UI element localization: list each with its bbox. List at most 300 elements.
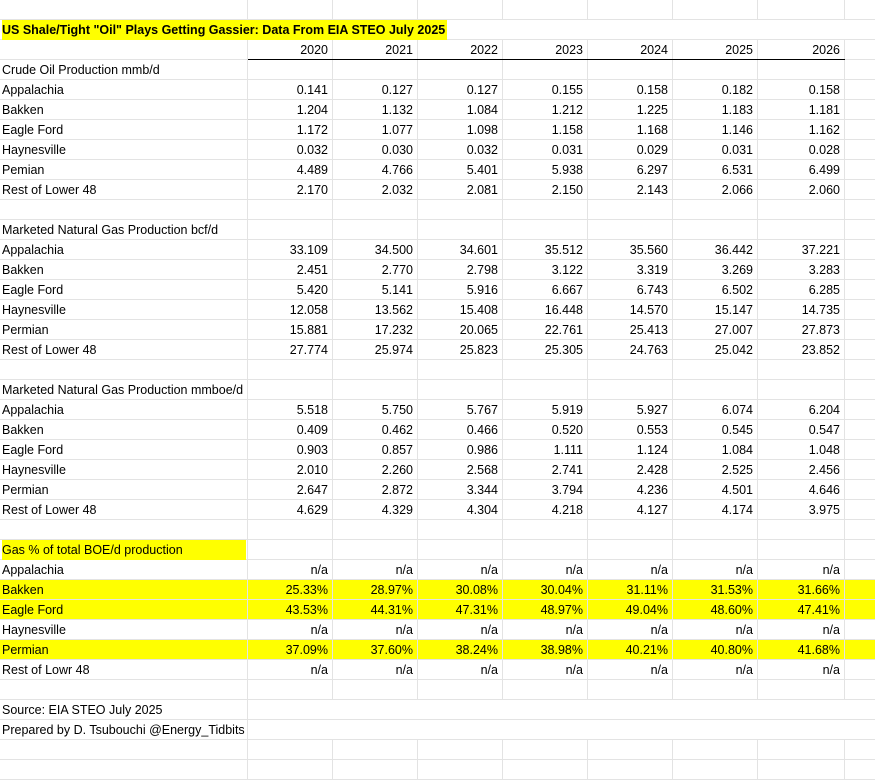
empty-cell[interactable] (758, 540, 845, 560)
row-label[interactable]: Bakken (0, 420, 248, 440)
value-cell[interactable]: 1.146 (673, 120, 758, 140)
empty-cell[interactable] (758, 0, 845, 20)
empty-cell[interactable] (673, 380, 758, 400)
empty-cell[interactable] (503, 740, 588, 760)
empty-cell[interactable] (845, 480, 875, 500)
row-label[interactable]: Rest of Lowr 48 (0, 660, 248, 680)
value-cell[interactable]: 15.147 (673, 300, 758, 320)
value-cell[interactable]: 2.081 (418, 180, 503, 200)
value-cell[interactable]: 47.41% (758, 600, 845, 620)
value-cell[interactable]: 2.150 (503, 180, 588, 200)
value-cell[interactable]: 1.168 (588, 120, 673, 140)
empty-cell[interactable] (0, 200, 248, 220)
empty-cell[interactable] (758, 220, 845, 240)
empty-cell[interactable] (588, 60, 673, 80)
value-cell[interactable]: 17.232 (333, 320, 418, 340)
empty-cell[interactable] (845, 200, 875, 220)
empty-cell[interactable] (248, 380, 333, 400)
value-cell[interactable]: 3.344 (418, 480, 503, 500)
value-cell[interactable]: 14.570 (588, 300, 673, 320)
value-cell[interactable]: 23.852 (758, 340, 845, 360)
empty-cell[interactable] (503, 380, 588, 400)
empty-cell[interactable] (0, 760, 248, 780)
empty-cell[interactable] (333, 540, 418, 560)
empty-cell[interactable] (845, 60, 875, 80)
empty-cell[interactable] (845, 460, 875, 480)
row-label[interactable]: Appalachia (0, 80, 248, 100)
row-label[interactable]: Appalachia (0, 560, 248, 580)
empty-cell[interactable] (758, 60, 845, 80)
prepared-by-note[interactable]: Prepared by D. Tsubouchi @Energy_Tidbits (0, 720, 248, 740)
empty-cell[interactable] (845, 340, 875, 360)
value-cell[interactable]: 15.408 (418, 300, 503, 320)
empty-cell[interactable] (845, 0, 875, 20)
empty-cell[interactable] (845, 280, 875, 300)
empty-cell[interactable] (845, 260, 875, 280)
empty-cell[interactable] (845, 320, 875, 340)
empty-cell[interactable] (588, 0, 673, 20)
value-cell[interactable]: 1.084 (673, 440, 758, 460)
empty-cell[interactable] (248, 760, 333, 780)
row-label[interactable]: Bakken (0, 260, 248, 280)
empty-cell[interactable] (845, 140, 875, 160)
value-cell[interactable]: 6.499 (758, 160, 845, 180)
value-cell[interactable]: 1.183 (673, 100, 758, 120)
value-cell[interactable]: 25.33% (248, 580, 333, 600)
value-cell[interactable]: 0.462 (333, 420, 418, 440)
value-cell[interactable]: 33.109 (248, 240, 333, 260)
value-cell[interactable]: n/a (758, 560, 845, 580)
empty-cell[interactable] (0, 740, 248, 760)
value-cell[interactable]: 4.501 (673, 480, 758, 500)
value-cell[interactable]: 0.155 (503, 80, 588, 100)
row-label[interactable]: Permian (0, 320, 248, 340)
empty-cell[interactable] (845, 580, 875, 600)
empty-cell[interactable] (333, 200, 418, 220)
value-cell[interactable]: 38.98% (503, 640, 588, 660)
empty-cell[interactable] (418, 200, 503, 220)
value-cell[interactable]: 0.127 (418, 80, 503, 100)
empty-cell[interactable] (418, 520, 503, 540)
value-cell[interactable]: 1.111 (503, 440, 588, 460)
value-cell[interactable]: 6.667 (503, 280, 588, 300)
value-cell[interactable]: n/a (588, 560, 673, 580)
empty-cell[interactable] (845, 640, 875, 660)
value-cell[interactable]: 4.489 (248, 160, 333, 180)
value-cell[interactable]: n/a (418, 620, 503, 640)
year-header[interactable]: 2024 (588, 40, 673, 60)
value-cell[interactable]: 14.735 (758, 300, 845, 320)
value-cell[interactable]: 4.218 (503, 500, 588, 520)
value-cell[interactable]: 2.170 (248, 180, 333, 200)
empty-cell[interactable] (333, 740, 418, 760)
value-cell[interactable]: 25.823 (418, 340, 503, 360)
value-cell[interactable]: 48.60% (673, 600, 758, 620)
empty-cell[interactable] (758, 200, 845, 220)
empty-cell[interactable] (845, 300, 875, 320)
empty-cell[interactable] (418, 60, 503, 80)
value-cell[interactable]: 28.97% (333, 580, 418, 600)
value-cell[interactable]: 2.143 (588, 180, 673, 200)
value-cell[interactable]: 6.204 (758, 400, 845, 420)
row-label[interactable]: Rest of Lower 48 (0, 340, 248, 360)
empty-cell[interactable] (845, 40, 875, 60)
empty-cell[interactable] (503, 200, 588, 220)
empty-cell[interactable] (673, 740, 758, 760)
empty-cell[interactable] (673, 760, 758, 780)
empty-cell[interactable] (758, 380, 845, 400)
empty-cell[interactable] (845, 720, 875, 740)
value-cell[interactable]: 27.007 (673, 320, 758, 340)
value-cell[interactable]: 13.562 (333, 300, 418, 320)
value-cell[interactable]: 0.986 (418, 440, 503, 460)
value-cell[interactable]: 0.158 (588, 80, 673, 100)
empty-cell[interactable] (333, 680, 418, 700)
value-cell[interactable]: n/a (503, 560, 588, 580)
value-cell[interactable]: 0.553 (588, 420, 673, 440)
empty-cell[interactable] (845, 440, 875, 460)
empty-cell[interactable] (418, 540, 503, 560)
empty-cell[interactable] (845, 540, 875, 560)
value-cell[interactable]: 6.502 (673, 280, 758, 300)
empty-cell[interactable] (248, 0, 333, 20)
value-cell[interactable]: 1.212 (503, 100, 588, 120)
value-cell[interactable]: 3.122 (503, 260, 588, 280)
empty-cell[interactable] (503, 360, 588, 380)
value-cell[interactable]: 44.31% (333, 600, 418, 620)
value-cell[interactable]: 6.743 (588, 280, 673, 300)
value-cell[interactable]: 1.084 (418, 100, 503, 120)
value-cell[interactable]: 2.568 (418, 460, 503, 480)
value-cell[interactable]: 1.181 (758, 100, 845, 120)
value-cell[interactable]: 0.032 (418, 140, 503, 160)
value-cell[interactable]: 16.448 (503, 300, 588, 320)
value-cell[interactable]: 41.68% (758, 640, 845, 660)
empty-cell[interactable] (588, 360, 673, 380)
value-cell[interactable]: n/a (248, 620, 333, 640)
empty-cell[interactable] (503, 0, 588, 20)
year-header[interactable]: 2026 (758, 40, 845, 60)
value-cell[interactable]: 5.401 (418, 160, 503, 180)
value-cell[interactable]: 1.162 (758, 120, 845, 140)
empty-cell[interactable] (0, 40, 248, 60)
empty-cell[interactable] (845, 700, 875, 720)
row-label[interactable]: Rest of Lower 48 (0, 500, 248, 520)
value-cell[interactable]: 3.283 (758, 260, 845, 280)
value-cell[interactable]: 27.873 (758, 320, 845, 340)
row-label[interactable]: Appalachia (0, 240, 248, 260)
year-header[interactable]: 2025 (673, 40, 758, 60)
value-cell[interactable]: n/a (248, 660, 333, 680)
value-cell[interactable]: 3.975 (758, 500, 845, 520)
row-label[interactable]: Permian (0, 480, 248, 500)
value-cell[interactable]: n/a (673, 660, 758, 680)
empty-cell[interactable] (248, 200, 333, 220)
empty-cell[interactable] (248, 540, 333, 560)
empty-cell[interactable] (333, 360, 418, 380)
empty-cell[interactable] (845, 380, 875, 400)
value-cell[interactable]: 2.451 (248, 260, 333, 280)
value-cell[interactable]: 25.305 (503, 340, 588, 360)
empty-cell[interactable] (588, 200, 673, 220)
section-heading[interactable]: Crude Oil Production mmb/d (0, 60, 248, 80)
section-heading[interactable]: Marketed Natural Gas Production mmboe/d (0, 380, 248, 400)
value-cell[interactable]: n/a (333, 660, 418, 680)
empty-cell[interactable] (333, 520, 418, 540)
value-cell[interactable]: n/a (673, 620, 758, 640)
value-cell[interactable]: 37.09% (248, 640, 333, 660)
empty-cell[interactable] (845, 400, 875, 420)
empty-cell[interactable] (0, 0, 248, 20)
empty-cell[interactable] (758, 680, 845, 700)
value-cell[interactable]: 15.881 (248, 320, 333, 340)
row-label[interactable]: Permian (0, 640, 248, 660)
value-cell[interactable]: 0.547 (758, 420, 845, 440)
value-cell[interactable]: 0.409 (248, 420, 333, 440)
empty-cell[interactable] (588, 520, 673, 540)
value-cell[interactable]: 6.297 (588, 160, 673, 180)
empty-cell[interactable] (503, 760, 588, 780)
value-cell[interactable]: 27.774 (248, 340, 333, 360)
empty-cell[interactable] (588, 680, 673, 700)
value-cell[interactable]: 25.042 (673, 340, 758, 360)
value-cell[interactable]: 4.304 (418, 500, 503, 520)
empty-cell[interactable] (673, 220, 758, 240)
empty-cell[interactable] (845, 500, 875, 520)
value-cell[interactable]: n/a (503, 620, 588, 640)
value-cell[interactable]: 35.560 (588, 240, 673, 260)
value-cell[interactable]: 2.060 (758, 180, 845, 200)
empty-cell[interactable] (845, 220, 875, 240)
value-cell[interactable]: 3.319 (588, 260, 673, 280)
empty-cell[interactable] (0, 360, 248, 380)
row-label[interactable]: Haynesville (0, 620, 248, 640)
empty-cell[interactable] (758, 740, 845, 760)
value-cell[interactable]: 48.97% (503, 600, 588, 620)
empty-cell[interactable] (845, 680, 875, 700)
empty-cell[interactable] (418, 0, 503, 20)
empty-cell[interactable] (845, 620, 875, 640)
value-cell[interactable]: n/a (758, 620, 845, 640)
empty-cell[interactable] (248, 520, 333, 540)
empty-cell[interactable] (673, 60, 758, 80)
value-cell[interactable]: n/a (418, 660, 503, 680)
value-cell[interactable]: n/a (333, 560, 418, 580)
section-heading[interactable]: Marketed Natural Gas Production bcf/d (0, 220, 248, 240)
source-note[interactable]: Source: EIA STEO July 2025 (0, 700, 248, 720)
year-header[interactable]: 2022 (418, 40, 503, 60)
empty-cell[interactable] (588, 380, 673, 400)
section-heading[interactable] (0, 540, 248, 560)
empty-cell[interactable] (673, 0, 758, 20)
empty-cell[interactable] (673, 520, 758, 540)
value-cell[interactable]: 40.21% (588, 640, 673, 660)
empty-cell[interactable] (845, 660, 875, 680)
value-cell[interactable]: 30.04% (503, 580, 588, 600)
title-cell[interactable] (0, 20, 446, 40)
value-cell[interactable]: 6.285 (758, 280, 845, 300)
value-cell[interactable]: 5.927 (588, 400, 673, 420)
value-cell[interactable]: 49.04% (588, 600, 673, 620)
empty-cell[interactable] (845, 600, 875, 620)
value-cell[interactable]: 0.903 (248, 440, 333, 460)
value-cell[interactable]: 0.141 (248, 80, 333, 100)
row-label[interactable]: Eagle Ford (0, 280, 248, 300)
value-cell[interactable]: 37.221 (758, 240, 845, 260)
value-cell[interactable]: n/a (333, 620, 418, 640)
empty-cell[interactable] (333, 0, 418, 20)
value-cell[interactable]: 2.456 (758, 460, 845, 480)
value-cell[interactable]: n/a (248, 560, 333, 580)
empty-cell[interactable] (758, 360, 845, 380)
value-cell[interactable]: 25.413 (588, 320, 673, 340)
value-cell[interactable]: 2.872 (333, 480, 418, 500)
value-cell[interactable]: n/a (418, 560, 503, 580)
empty-cell[interactable] (845, 120, 875, 140)
empty-cell[interactable] (845, 740, 875, 760)
value-cell[interactable]: 12.058 (248, 300, 333, 320)
empty-cell[interactable] (333, 760, 418, 780)
value-cell[interactable]: 2.741 (503, 460, 588, 480)
value-cell[interactable]: 36.442 (673, 240, 758, 260)
empty-cell[interactable] (0, 680, 248, 700)
empty-cell[interactable] (333, 380, 418, 400)
value-cell[interactable]: 4.127 (588, 500, 673, 520)
empty-cell[interactable] (845, 160, 875, 180)
value-cell[interactable]: 1.158 (503, 120, 588, 140)
empty-cell[interactable] (248, 220, 333, 240)
empty-cell[interactable] (418, 740, 503, 760)
value-cell[interactable]: 0.545 (673, 420, 758, 440)
value-cell[interactable]: 30.08% (418, 580, 503, 600)
value-cell[interactable]: 24.763 (588, 340, 673, 360)
value-cell[interactable]: 2.066 (673, 180, 758, 200)
value-cell[interactable]: 37.60% (333, 640, 418, 660)
value-cell[interactable]: 5.938 (503, 160, 588, 180)
value-cell[interactable]: n/a (588, 660, 673, 680)
empty-cell[interactable] (588, 760, 673, 780)
value-cell[interactable]: 0.857 (333, 440, 418, 460)
year-header[interactable]: 2021 (333, 40, 418, 60)
empty-cell[interactable] (503, 540, 588, 560)
value-cell[interactable]: 25.974 (333, 340, 418, 360)
value-cell[interactable]: 0.031 (503, 140, 588, 160)
value-cell[interactable]: 2.032 (333, 180, 418, 200)
value-cell[interactable]: 0.182 (673, 80, 758, 100)
empty-cell[interactable] (673, 360, 758, 380)
value-cell[interactable]: 5.420 (248, 280, 333, 300)
empty-cell[interactable] (845, 420, 875, 440)
value-cell[interactable]: 5.767 (418, 400, 503, 420)
value-cell[interactable]: 22.761 (503, 320, 588, 340)
row-label[interactable]: Appalachia (0, 400, 248, 420)
value-cell[interactable]: 4.646 (758, 480, 845, 500)
empty-cell[interactable] (418, 220, 503, 240)
empty-cell[interactable] (418, 380, 503, 400)
empty-cell[interactable] (0, 520, 248, 540)
value-cell[interactable]: 3.794 (503, 480, 588, 500)
empty-cell[interactable] (248, 740, 333, 760)
empty-cell[interactable] (418, 680, 503, 700)
value-cell[interactable]: 6.531 (673, 160, 758, 180)
value-cell[interactable]: 1.098 (418, 120, 503, 140)
year-header[interactable]: 2020 (248, 40, 333, 60)
empty-cell[interactable] (845, 240, 875, 260)
empty-cell[interactable] (418, 760, 503, 780)
value-cell[interactable]: 5.750 (333, 400, 418, 420)
value-cell[interactable]: 40.80% (673, 640, 758, 660)
empty-cell[interactable] (845, 20, 875, 40)
empty-cell[interactable] (248, 680, 333, 700)
value-cell[interactable]: 4.329 (333, 500, 418, 520)
value-cell[interactable]: 47.31% (418, 600, 503, 620)
value-cell[interactable]: 35.512 (503, 240, 588, 260)
value-cell[interactable]: 1.048 (758, 440, 845, 460)
empty-cell[interactable] (673, 540, 758, 560)
empty-cell[interactable] (503, 520, 588, 540)
empty-cell[interactable] (248, 60, 333, 80)
value-cell[interactable]: 4.236 (588, 480, 673, 500)
empty-cell[interactable] (845, 760, 875, 780)
row-label[interactable]: Eagle Ford (0, 440, 248, 460)
empty-cell[interactable] (588, 540, 673, 560)
value-cell[interactable]: 31.53% (673, 580, 758, 600)
row-label[interactable]: Eagle Ford (0, 120, 248, 140)
empty-cell[interactable] (845, 100, 875, 120)
row-label[interactable]: Haynesville (0, 460, 248, 480)
value-cell[interactable]: 2.428 (588, 460, 673, 480)
empty-cell[interactable] (673, 680, 758, 700)
value-cell[interactable]: 3.269 (673, 260, 758, 280)
value-cell[interactable]: 5.919 (503, 400, 588, 420)
empty-cell[interactable] (503, 220, 588, 240)
empty-cell[interactable] (845, 180, 875, 200)
value-cell[interactable]: n/a (588, 620, 673, 640)
value-cell[interactable]: n/a (758, 660, 845, 680)
value-cell[interactable]: 34.500 (333, 240, 418, 260)
value-cell[interactable]: 1.124 (588, 440, 673, 460)
value-cell[interactable]: 0.158 (758, 80, 845, 100)
value-cell[interactable]: 0.030 (333, 140, 418, 160)
value-cell[interactable]: 4.629 (248, 500, 333, 520)
empty-cell[interactable] (845, 360, 875, 380)
row-label[interactable]: Haynesville (0, 140, 248, 160)
value-cell[interactable]: 1.132 (333, 100, 418, 120)
value-cell[interactable]: 0.031 (673, 140, 758, 160)
row-label[interactable]: Eagle Ford (0, 600, 248, 620)
value-cell[interactable]: n/a (673, 560, 758, 580)
value-cell[interactable]: 5.916 (418, 280, 503, 300)
value-cell[interactable]: 2.525 (673, 460, 758, 480)
empty-cell[interactable] (758, 760, 845, 780)
value-cell[interactable]: 1.172 (248, 120, 333, 140)
value-cell[interactable]: 2.647 (248, 480, 333, 500)
value-cell[interactable]: 1.077 (333, 120, 418, 140)
value-cell[interactable]: 1.204 (248, 100, 333, 120)
empty-cell[interactable] (503, 680, 588, 700)
value-cell[interactable]: 43.53% (248, 600, 333, 620)
empty-cell[interactable] (758, 520, 845, 540)
value-cell[interactable]: 38.24% (418, 640, 503, 660)
row-label[interactable]: Pemian (0, 160, 248, 180)
value-cell[interactable]: 0.520 (503, 420, 588, 440)
empty-cell[interactable] (588, 740, 673, 760)
value-cell[interactable]: 1.225 (588, 100, 673, 120)
empty-cell[interactable] (418, 360, 503, 380)
year-header[interactable]: 2023 (503, 40, 588, 60)
value-cell[interactable]: 6.074 (673, 400, 758, 420)
value-cell[interactable]: 2.770 (333, 260, 418, 280)
